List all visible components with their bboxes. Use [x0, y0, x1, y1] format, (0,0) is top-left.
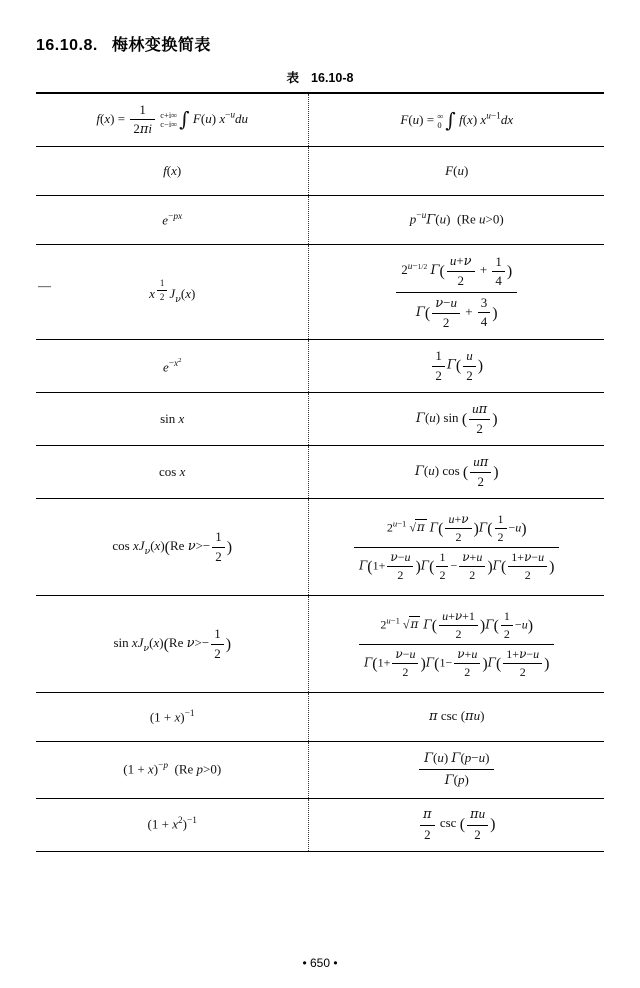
column-title-left: f(x) — [36, 147, 309, 196]
cell-Fu: π csc (πu) — [309, 693, 604, 742]
cell-fx: cos x — [36, 446, 309, 499]
table-row — [36, 798, 604, 851]
cell-Fu: $p^{-u}\Gamma(u)$ (Re u>0) — [309, 196, 604, 245]
cell-Fu: $2^{u-1/2}$ Γ( $\frac{u+\nu}{2}$ + $\frac{1}{4}$ ) Γ( $\frac{\nu-u}{2}$ + $\frac{3}{4}$ ) — [309, 245, 604, 340]
table-caption — [0, 68, 640, 86]
header-formula-right: F(u) = ∞ 0 ∫ f(x) $x^{u-1}dx$ — [309, 93, 604, 147]
cell-fx: sin x — [36, 393, 309, 446]
table-row — [36, 499, 604, 596]
table-row — [36, 147, 604, 196]
table-row — [36, 742, 604, 799]
table-row — [36, 393, 604, 446]
cell-fx: $\sin xJ_\nu(x)(Re$ ν>− $\frac{1}{2}$ ) — [36, 596, 309, 693]
page-number: • 650 • — [302, 956, 338, 970]
mellin-transform-table — [36, 92, 604, 852]
section-number: 16.10.8. — [36, 37, 98, 54]
page-title — [36, 32, 211, 55]
cell-Fu: $\frac{1}{2}$ Γ( $\frac{u}{2}$ ) — [309, 340, 604, 393]
cell-Fu: Γ(u) sin ( $\frac{u\pi}{2}$ ) — [309, 393, 604, 446]
header-formula-left: f(x) = $\frac{1}{2\pi i}$ c+i∞ c−i∞ ∫ F(u) $x^{-u}du$ — [36, 93, 309, 147]
cell-fx: x $^{\frac{1}{2}}$ $J_\nu(x)$ — [36, 245, 309, 340]
table-row — [36, 340, 604, 393]
cell-Fu: $2^{u-1}$ √π Γ( $\frac{u+\nu}{2}$ )Γ( $\frac{1}{2}$ −u) Γ(1+ $\frac{\nu-u}{2}$ )Γ( $\frac{1}{2}$ − $\frac{\nu+u}{2}$ )Γ( $\frac{1+\nu-u}{2}$ ) — [309, 499, 604, 596]
table-row — [36, 196, 604, 245]
cell-fx: $\cos xJ_\nu(x)(Re$ ν>− $\frac{1}{2}$ ) — [36, 499, 309, 596]
table-row — [36, 596, 604, 693]
cell-fx: $e^{-px}$ — [36, 196, 309, 245]
cell-Fu: $\frac{\Gamma(u) \Gamma(p-u)}{\Gamma(p)}$ — [309, 742, 604, 799]
cell-fx: $e^{-x^2}$ — [36, 340, 309, 393]
cell-fx: $(1 + x)^{-1}$ — [36, 693, 309, 742]
cell-Fu: $2^{u-1}$ √π Γ( $\frac{u+\nu+1}{2}$ )Γ( $\frac{1}{2}$ −u) Γ(1+ $\frac{\nu-u}{2}$ )Γ(1− $\frac{\nu+u}{2}$ )Γ( $\frac{1+\nu-u}{2}$ ) — [309, 596, 604, 693]
table-row — [36, 693, 604, 742]
cell-fx: $(1 + x^2)^{-1}$ — [36, 798, 309, 851]
cell-Fu: Γ(u) cos ( $\frac{u\pi}{2}$ ) — [309, 446, 604, 499]
table-row — [36, 446, 604, 499]
table-row — [36, 245, 604, 340]
cell-Fu: $\frac{\pi}{2}$ csc ( $\frac{\pi u}{2}$ ) — [309, 798, 604, 851]
margin-dash: — — [38, 278, 51, 293]
cell-fx: $(1 + x)^{-p}$ (Re p>0) — [36, 742, 309, 799]
table-row — [36, 93, 604, 147]
column-title-right: F(u) — [309, 147, 604, 196]
section-title-text: 梅林变换简表 — [111, 37, 211, 54]
table-caption-number: 16.10-8 — [311, 71, 354, 85]
table-caption-label: 表 — [286, 71, 300, 85]
